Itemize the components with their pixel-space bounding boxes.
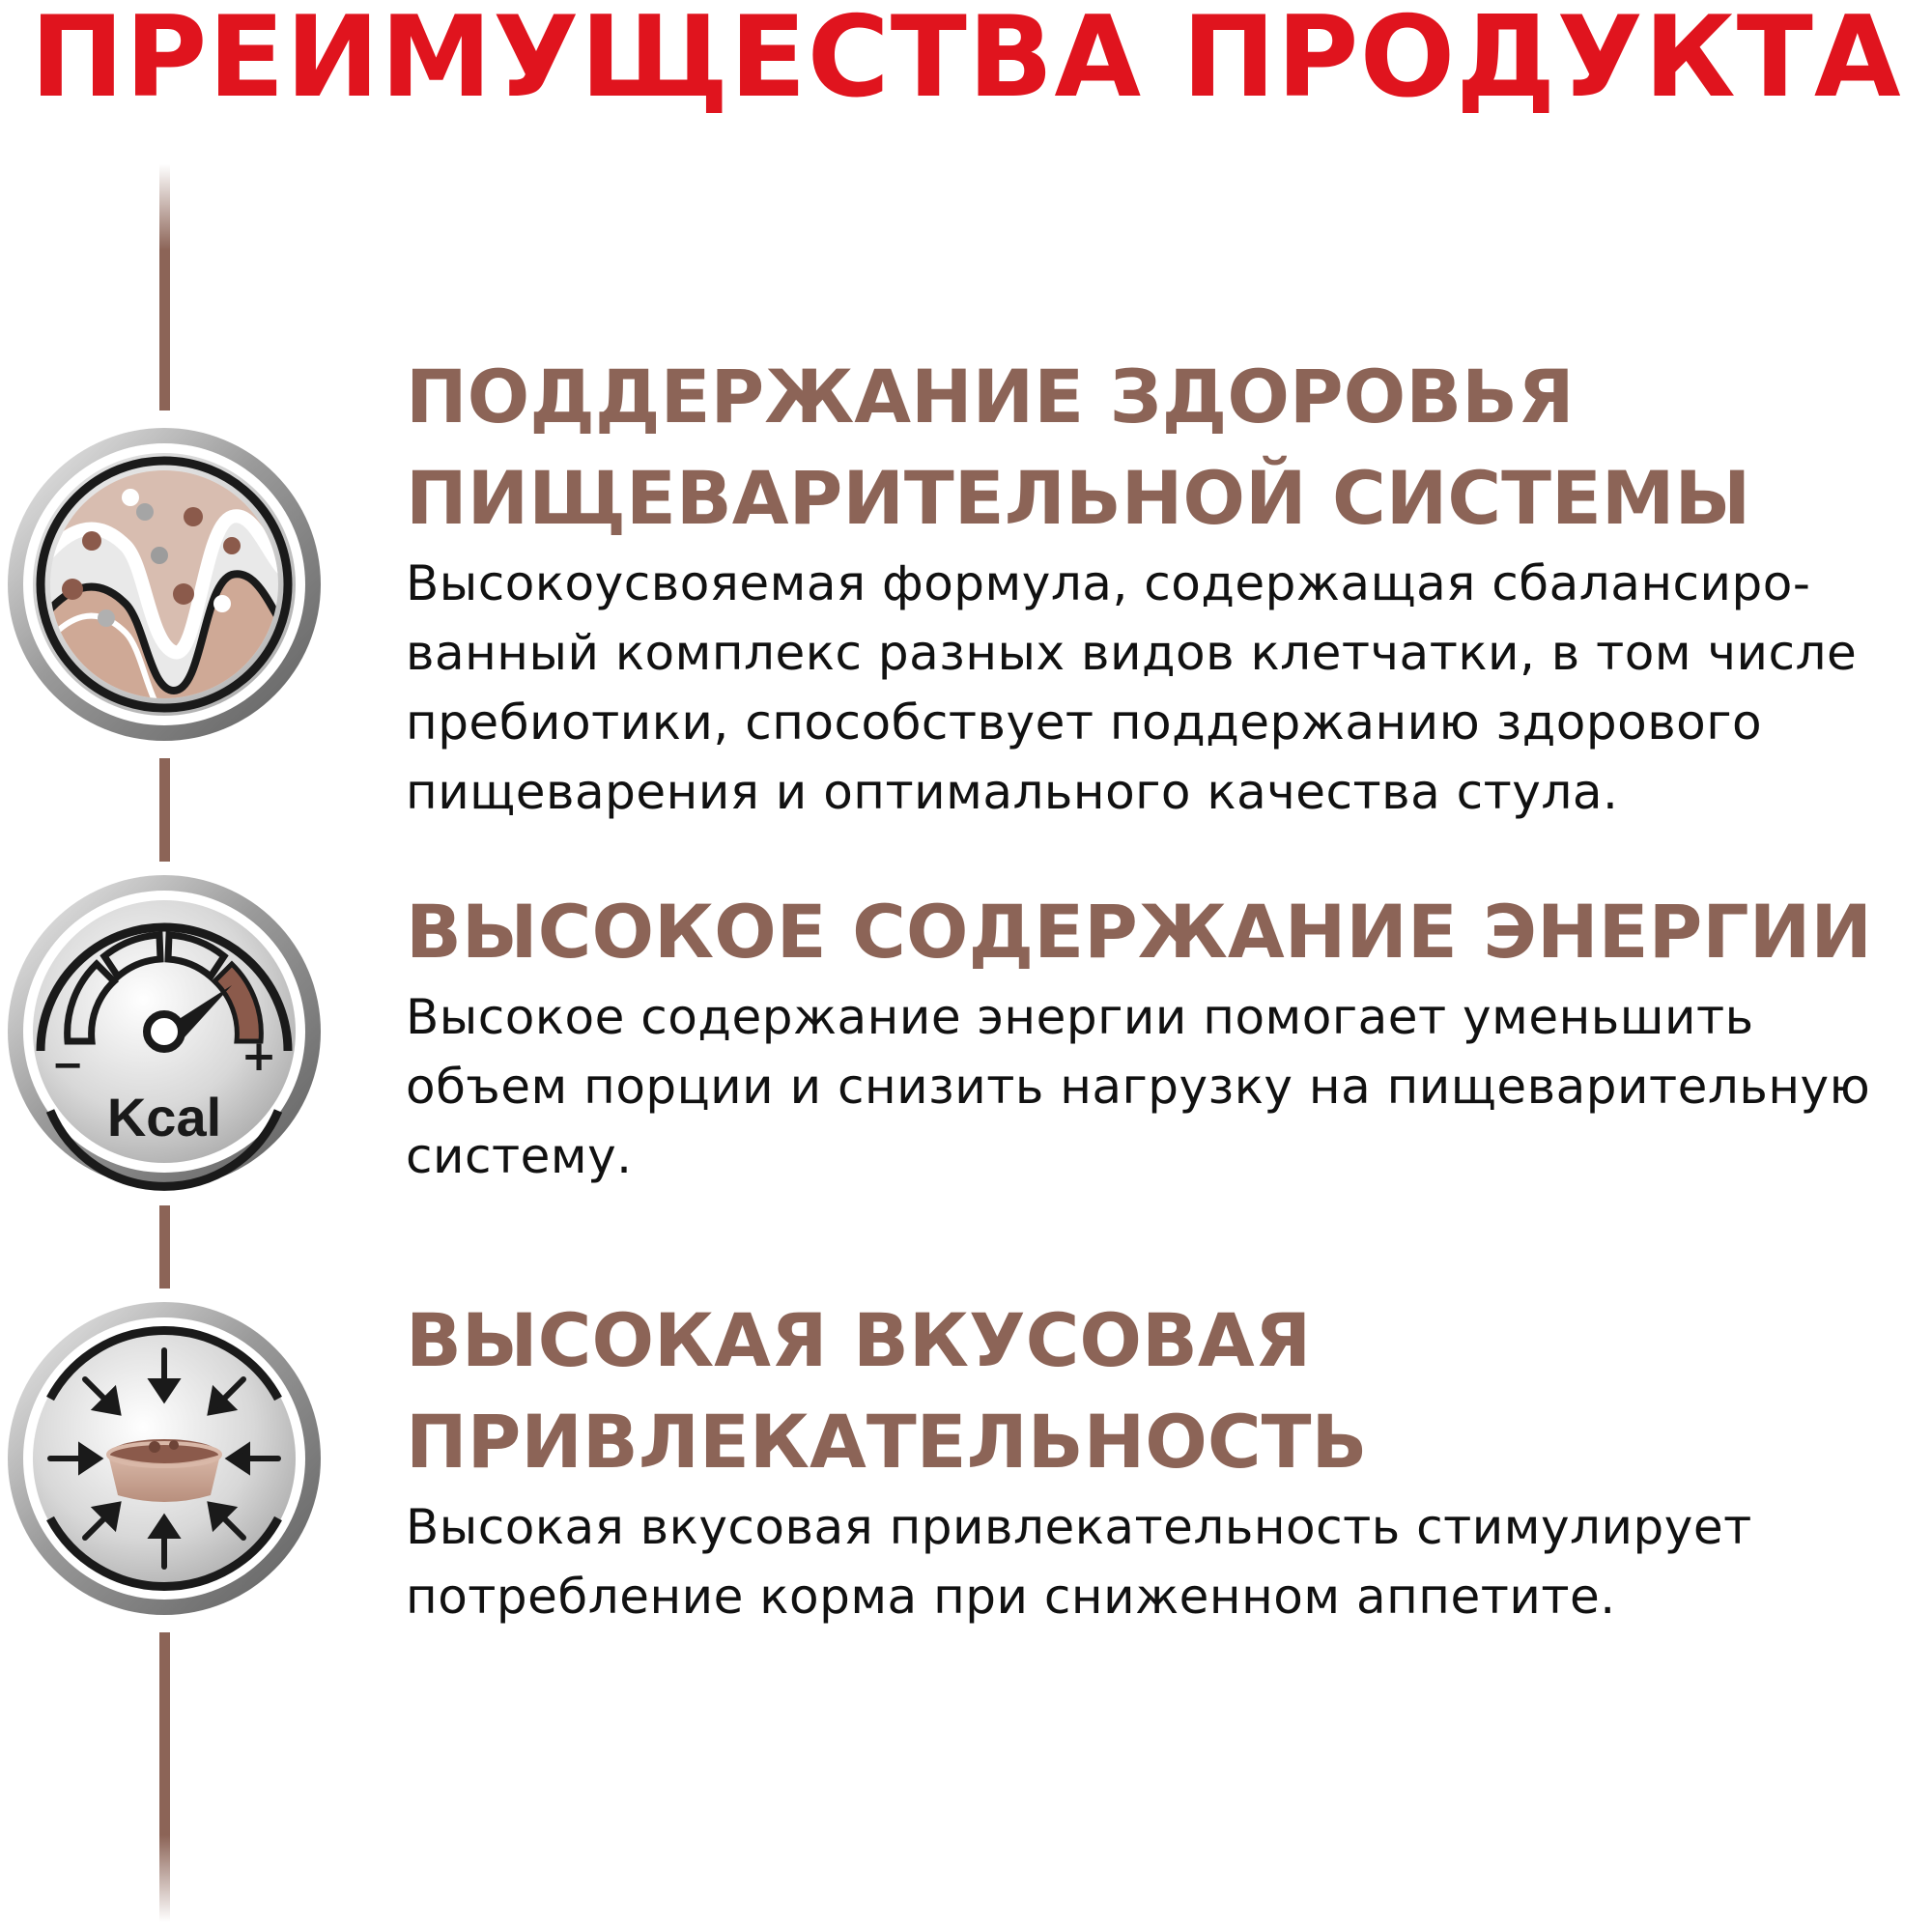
feature-title-line: ВЫСОКОЕ СОДЕРЖАНИЕ ЭНЕРГИИ [406, 889, 1872, 975]
feature-text-line: систему. [406, 1128, 633, 1184]
timeline-segment-2 [159, 1205, 170, 1289]
timeline-segment-1 [159, 758, 170, 862]
gauge-kcal-label: Kcal [106, 1087, 222, 1147]
timeline-segment-bottom [159, 1632, 170, 1922]
feature-title-line: ПОДДЕРЖАНИЕ ЗДОРОВЬЯ [406, 354, 1575, 439]
feature-title-line: ПРИВЛЕКАТЕЛЬНОСТЬ [406, 1399, 1368, 1485]
feature-text-line: пребиотики, способствует поддержанию здорового [406, 694, 1763, 751]
energy-gauge-icon [8, 875, 321, 1188]
feature-palatability [406, 1289, 1927, 1631]
gauge-plus-sign: + [241, 1032, 277, 1081]
feature-text-line: потребление корма при сниженном аппетите. [406, 1569, 1616, 1625]
feature-text-line: Высокая вкусовая привлекательность стимулирует [406, 1499, 1752, 1555]
digestion-icon [8, 428, 321, 741]
page-title: ПРЕИМУЩЕСТВА ПРОДУКТА [30, 0, 1902, 123]
feature-title-line: ПИЩЕВАРИТЕЛЬНОЙ СИСТЕМЫ [406, 455, 1751, 541]
feature-text-line: Высокоусвояемая формула, содержащая сбалансиро- [406, 555, 1811, 611]
feature-text-line: пищеварения и оптимального качества стула. [406, 764, 1619, 820]
timeline-segment-top [159, 164, 170, 411]
feature-digestive-health [406, 346, 1927, 827]
feature-text-line: Высокое содержание энергии помогает уменьшить [406, 989, 1754, 1045]
gauge-minus-sign: − [51, 1043, 84, 1088]
palatability-bowl-icon [8, 1302, 321, 1615]
feature-text-line: ванный комплекс разных видов клетчатки, в том числе [406, 625, 1858, 681]
feature-title-line: ВЫСОКАЯ ВКУСОВАЯ [406, 1297, 1312, 1383]
feature-high-energy [406, 881, 1927, 1191]
feature-text-line: объем порции и снизить нагрузку на пищеварительную [406, 1059, 1871, 1115]
